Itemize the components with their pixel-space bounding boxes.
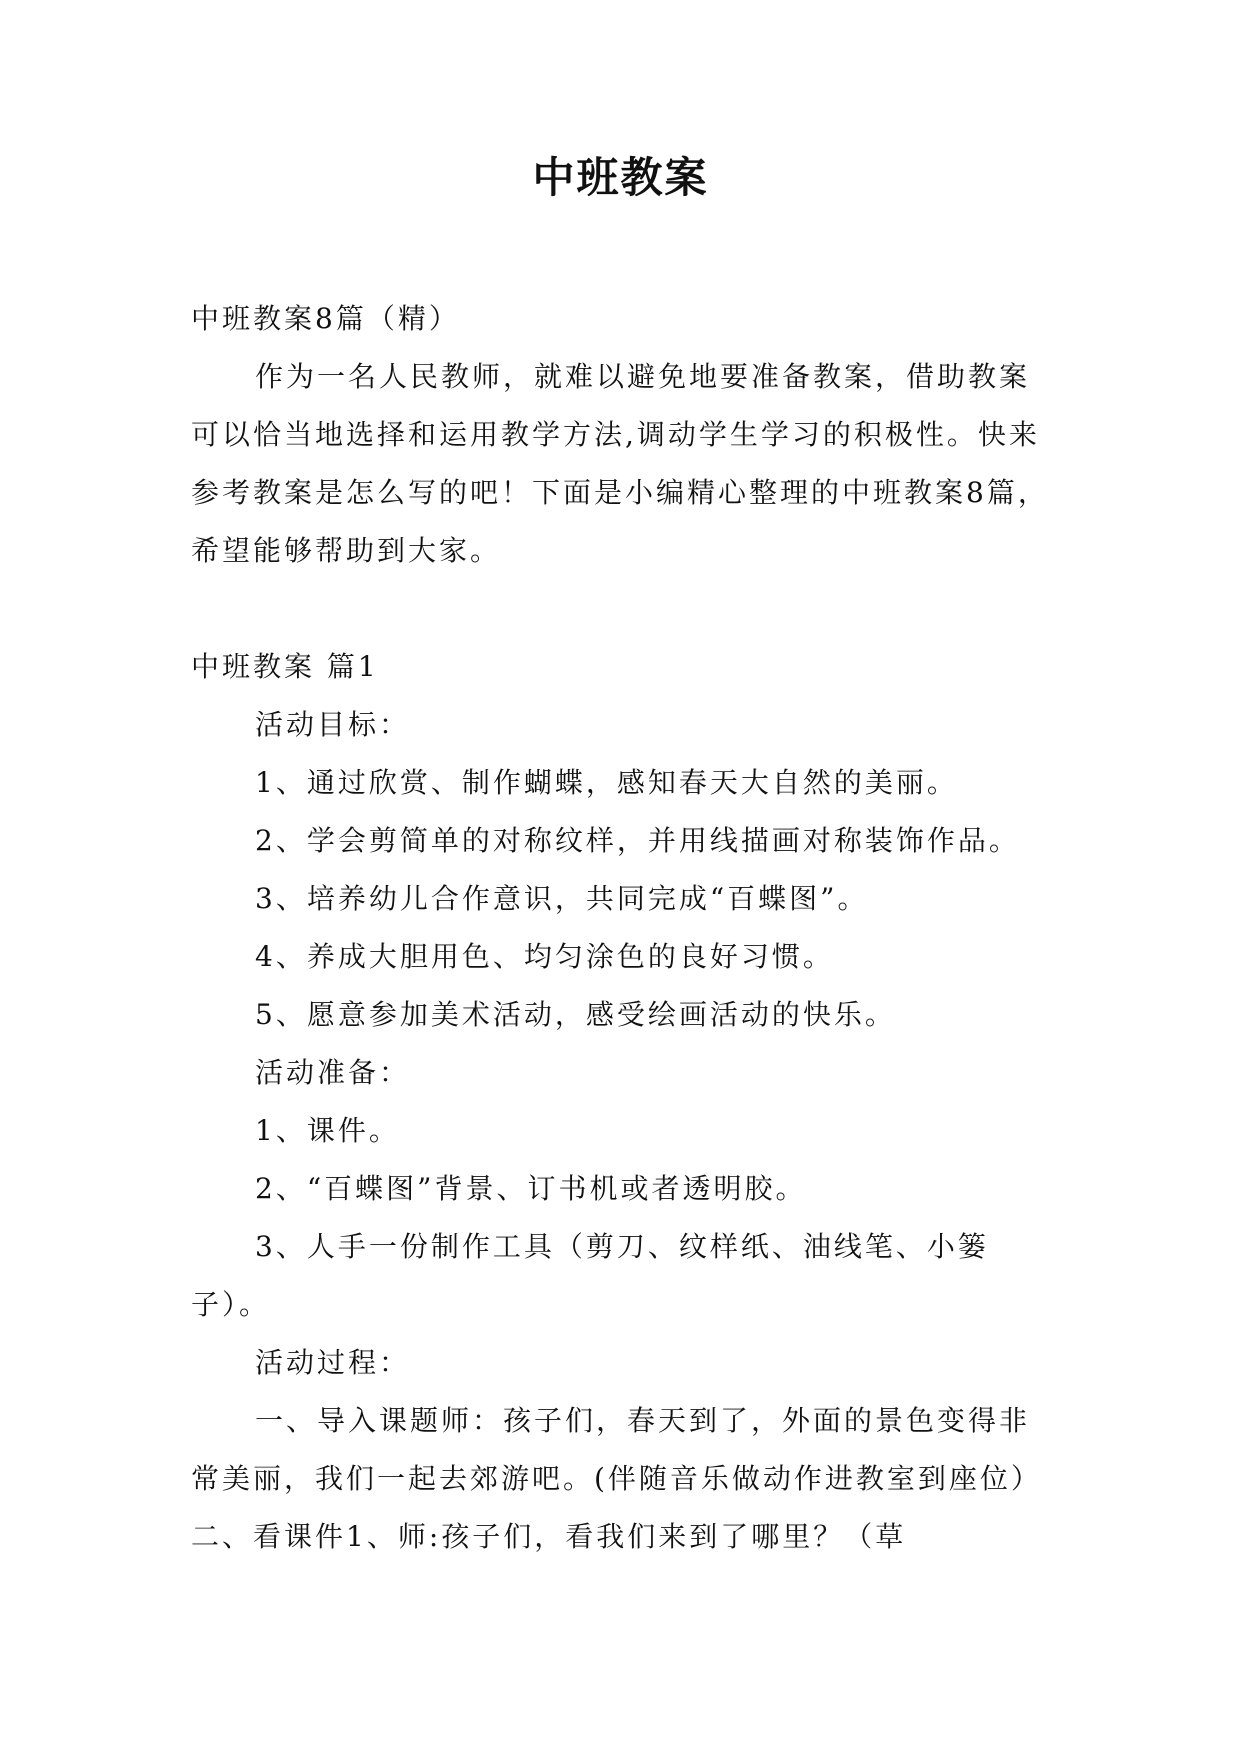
goal-item: 4、养成大胆用色、均匀涂色的良好习惯。 [255, 940, 834, 973]
goals-heading: 活动目标： [255, 708, 411, 741]
goal-item: 5、愿意参加美术活动，感受绘画活动的快乐。 [255, 998, 896, 1031]
document-subtitle: 中班教案8篇（精） [191, 302, 460, 335]
prep-heading: 活动准备： [255, 1056, 411, 1089]
goal-item: 3、培养幼儿合作意识，共同完成“百蝶图”。 [255, 882, 869, 915]
paragraph-gap [191, 580, 1051, 638]
section-heading: 中班教案 篇1 [191, 650, 379, 683]
prep-item: 2、“百蝶图”背景、订书机或者透明胶。 [255, 1172, 807, 1205]
prep-item: 3、人手一份制作工具（剪刀、纹样纸、油线笔、小篓子）。 [191, 1230, 989, 1321]
prep-item: 1、课件。 [255, 1114, 400, 1147]
goal-item: 1、通过欣赏、制作蝴蝶，感知春天大自然的美丽。 [255, 766, 958, 799]
document-body [191, 290, 1051, 1566]
process-heading: 活动过程： [255, 1346, 411, 1379]
page-title: 中班教案 [532, 153, 709, 202]
process-paragraph: 一、导入课题师：孩子们，春天到了，外面的景色变得非常美丽，我们一起去郊游吧。(伴随音乐做动作进教室到座位）二、看课件1、师:孩子们，看我们来到了哪里？（草 [191, 1404, 1042, 1553]
intro-paragraph: 作为一名人民教师，就难以避免地要准备教案，借助教案可以恰当地选择和运用教学方法,调动学生学习的积极性。快来参考教案是怎么写的吧！下面是小编精心整理的中班教案8篇，希望能够帮助到大家。 [191, 360, 1049, 567]
goal-item: 2、学会剪简单的对称纹样，并用线描画对称装饰作品。 [255, 824, 1020, 857]
